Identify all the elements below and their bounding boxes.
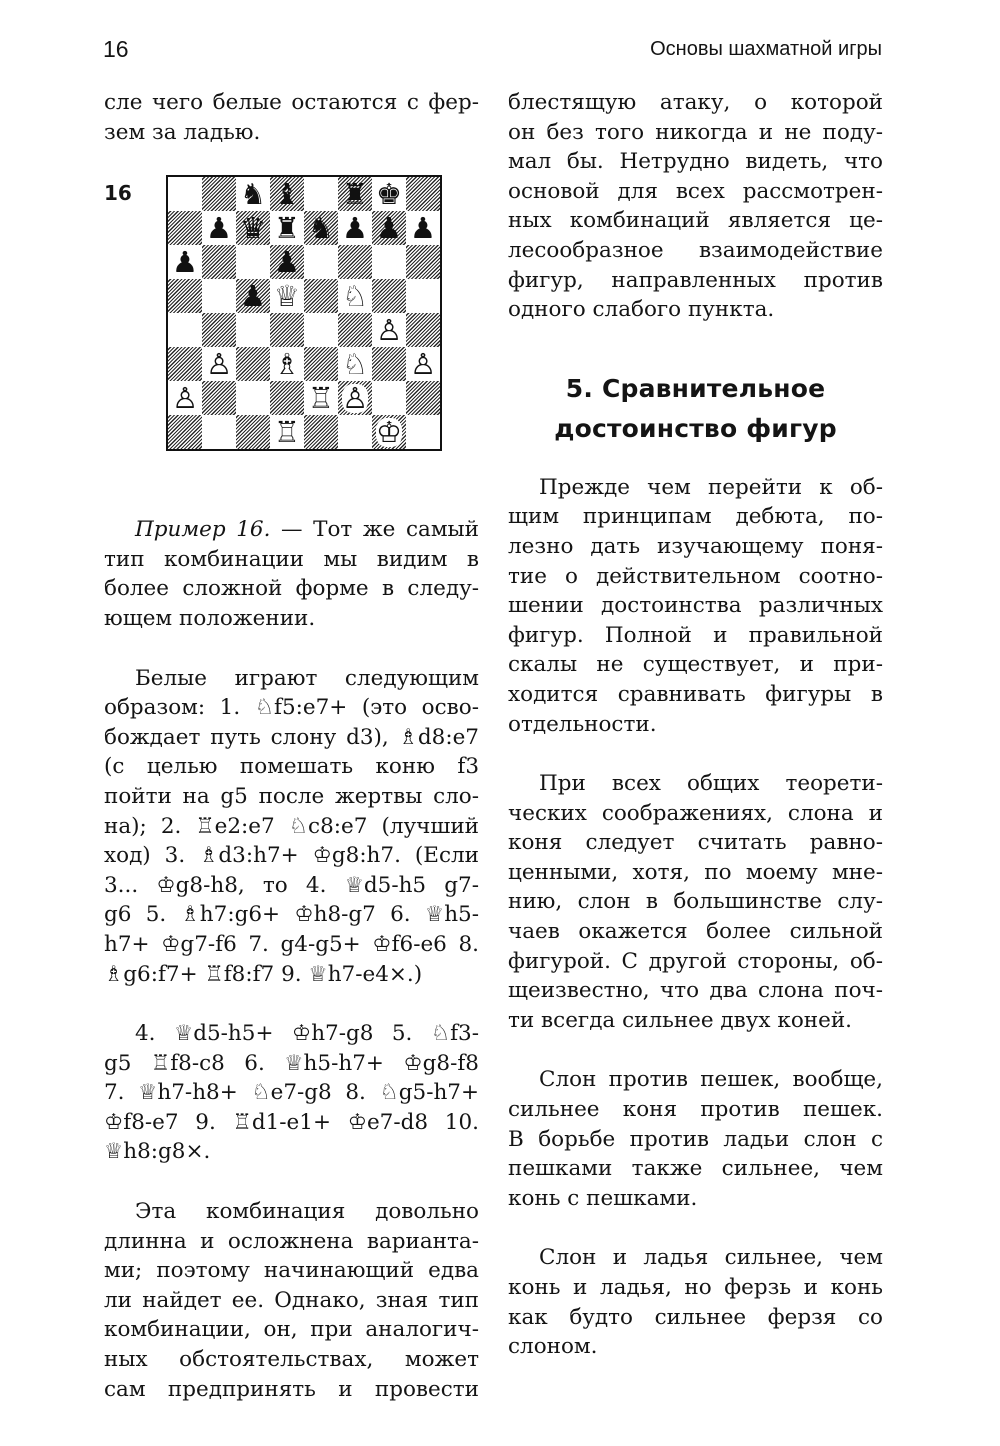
- text-line: ♕h8:g8×.: [104, 1139, 211, 1165]
- text-line: фигур, направленных против: [508, 267, 883, 293]
- text-line: ных комбинаций является це-: [508, 208, 883, 234]
- text-line: фигур. Полной и правильной: [508, 622, 883, 648]
- board-square-b6: [202, 245, 236, 279]
- text-line: одного слабого пункта.: [508, 297, 775, 323]
- black-pawn-icon: ♟: [274, 244, 300, 279]
- text-line: сильнее коня против пешек.: [508, 1097, 883, 1123]
- board-square-f4: [338, 313, 372, 347]
- black-rook-icon: ♜: [342, 176, 368, 211]
- board-square-b1: [202, 415, 236, 449]
- continuation-paragraph: [508, 88, 883, 325]
- text-line: лесообразное взаимодействие: [508, 237, 883, 263]
- text-line: конь и ладья, но ферзь и конь: [508, 1275, 883, 1300]
- board-square-h4: [406, 313, 440, 347]
- text-line: щим принципам дебюта, по-: [508, 504, 883, 530]
- board-square-e7: [304, 211, 338, 245]
- text-line: (с целью помешать коню f3: [104, 754, 479, 780]
- text-line: зем за ладью.: [104, 119, 261, 145]
- black-knight-icon: ♞: [240, 176, 266, 211]
- white-pawn-icon: ♙: [172, 380, 198, 415]
- board-square-a3: [168, 347, 202, 381]
- board-square-d8: [270, 177, 304, 211]
- page-header: [0, 36, 1000, 66]
- board-square-g7: [372, 211, 406, 245]
- text-line: h7+ ♔g7-f6 7. g4-g5+ ♔f6-e6 8.: [104, 931, 479, 957]
- board-square-a1: [168, 415, 202, 449]
- paragraph-2: [508, 769, 883, 1035]
- board-square-d3: [270, 347, 304, 381]
- page-number: 16: [103, 36, 129, 62]
- board-square-f8: [338, 177, 372, 211]
- black-king-icon: ♚: [376, 176, 402, 211]
- board-square-g4: [372, 313, 406, 347]
- white-rook-icon: ♖: [274, 414, 300, 449]
- text-line: ходится сравнивать фигуры в: [508, 681, 883, 707]
- text-line: шении достоинства различных: [508, 593, 883, 619]
- white-queen-icon: ♕: [274, 278, 300, 313]
- board-square-a5: [168, 279, 202, 313]
- board-square-d4: [270, 313, 304, 347]
- board-square-c4: [236, 313, 270, 347]
- board-square-e5: [304, 279, 338, 313]
- board-square-c5: [236, 279, 270, 313]
- text-line: чаев окажется более сильной: [508, 919, 883, 945]
- board-square-c7: [236, 211, 270, 245]
- board-square-e2: [304, 381, 338, 415]
- black-pawn-icon: ♟: [342, 210, 368, 245]
- text-line: пойти на g5 после жертвы сло-: [104, 783, 479, 809]
- board-square-e6: [304, 245, 338, 279]
- black-pawn-icon: ♟: [206, 210, 232, 245]
- board-square-b3: [202, 347, 236, 381]
- board-square-d2: [270, 381, 304, 415]
- board-square-h2: [406, 381, 440, 415]
- paragraph-1: [508, 473, 883, 739]
- board-square-a6: [168, 245, 202, 279]
- text-line: основой для всех рассмотрен-: [508, 178, 883, 204]
- board-square-h3: [406, 347, 440, 381]
- text-line: 3... ♔g8-h8, то 4. ♕d5-h5 g7-: [104, 872, 479, 898]
- final-paragraph: [104, 1197, 479, 1404]
- text-line: ♔f8-e7 9. ♖d1-e1+ ♔e7-d8 10.: [104, 1109, 479, 1135]
- text-line: ющем положении.: [104, 605, 316, 631]
- black-queen-icon: ♛: [240, 210, 266, 245]
- right-column: [508, 88, 883, 1362]
- text-line: тие о действительном соотно-: [508, 563, 883, 589]
- text-line: В борьбе против ладьи слон с: [508, 1126, 883, 1152]
- text-line: как будто сильнее ферзя со: [508, 1304, 883, 1330]
- board-square-b7: [202, 211, 236, 245]
- board-square-h7: [406, 211, 440, 245]
- board-square-c1: [236, 415, 270, 449]
- example-paragraph: [104, 515, 479, 633]
- black-pawn-icon: ♟: [172, 244, 198, 279]
- board-square-h6: [406, 245, 440, 279]
- black-bishop-icon: ♝: [274, 176, 300, 211]
- board-square-d6: [270, 245, 304, 279]
- text-line: Слон и ладья сильнее, чем: [539, 1245, 883, 1271]
- board-square-b2: [202, 381, 236, 415]
- white-pawn-icon: ♙: [410, 346, 436, 381]
- text-line: сле чего белые остаются с фер-: [104, 90, 479, 115]
- paragraph-3: [508, 1065, 883, 1213]
- board-square-d7: [270, 211, 304, 245]
- board-square-h5: [406, 279, 440, 313]
- moves-paragraph-2: [104, 1019, 479, 1167]
- board-square-g8: [372, 177, 406, 211]
- text-line: 4. ♕d5-h5+ ♔h7-g8 5. ♘f3-: [135, 1021, 479, 1047]
- board-square-c8: [236, 177, 270, 211]
- text-line: Слон против пешек, вообще,: [539, 1067, 883, 1093]
- text-line: скалы не существует, и при-: [508, 652, 883, 678]
- board-square-b8: [202, 177, 236, 211]
- board-square-g6: [372, 245, 406, 279]
- text-line: щеизвестно, что два слона поч-: [508, 978, 883, 1004]
- text-line: ценными, хотя, по моему мне-: [508, 859, 883, 885]
- text-line: бождает путь слону d3), ♗d8:e7: [104, 724, 479, 750]
- board-square-g5: [372, 279, 406, 313]
- text-line: отдельности.: [508, 711, 657, 737]
- text-line: ных обстоятельствах, может: [104, 1347, 479, 1373]
- text-line: Эта комбинация довольно: [135, 1199, 479, 1225]
- moves-paragraph-1: [104, 664, 479, 990]
- text-line: фигурой. С другой стороны, об-: [508, 948, 883, 974]
- paragraph-4: [508, 1243, 883, 1361]
- white-rook-icon: ♖: [308, 380, 334, 415]
- text-line: g6 5. ♗h7:g6+ ♔h8-g7 6. ♕h5-: [104, 902, 479, 928]
- text-line: тип комбинации мы видим в: [104, 546, 479, 572]
- diagram-number: 16: [104, 181, 132, 206]
- running-title: Основы шахматной игры: [650, 38, 882, 60]
- black-pawn-icon: ♟: [376, 210, 402, 245]
- white-knight-icon: ♘: [342, 346, 368, 381]
- text-line: длинна и осложнена варианта-: [104, 1228, 479, 1254]
- text-line: ли найдет ее. Однако, зная тип: [104, 1287, 479, 1313]
- board-square-e1: [304, 415, 338, 449]
- chess-diagram: [104, 175, 479, 487]
- text-line: Белые играют следующим: [135, 665, 479, 691]
- text-line: лезно дать изучающему поня-: [508, 533, 883, 559]
- white-pawn-icon: ♙: [376, 312, 402, 347]
- text-line: пешками также сильнее, чем: [508, 1156, 883, 1182]
- board-square-f1: [338, 415, 372, 449]
- text-line: образом: 1. ♘f5:e7+ (это осво-: [104, 695, 479, 721]
- text-line: более сложной форме в следу-: [104, 576, 479, 602]
- white-king-icon: ♔: [376, 414, 402, 449]
- board-square-g3: [372, 347, 406, 381]
- white-bishop-icon: ♗: [274, 346, 300, 381]
- example-text: — Тот же самый: [281, 517, 479, 543]
- text-line: ♗g6:f7+ ♖f8:f7 9. ♕h7-e4×.): [104, 961, 423, 987]
- board-square-e4: [304, 313, 338, 347]
- section-heading: [508, 369, 883, 449]
- white-pawn-icon: ♙: [342, 380, 368, 415]
- board-square-d1: [270, 415, 304, 449]
- text-line: ти всегда сильнее двух коней.: [508, 1007, 852, 1033]
- text-line: мал бы. Нетрудно видеть, что: [508, 149, 883, 175]
- board-square-a4: [168, 313, 202, 347]
- heading-line: достоинство фигур: [554, 413, 837, 443]
- text-line: ход) 3. ♗d3:h7+ ♔g8:h7. (Если: [104, 843, 479, 869]
- board-square-g2: [372, 381, 406, 415]
- example-label: Пример 16.: [135, 517, 271, 543]
- board-square-b4: [202, 313, 236, 347]
- board-square-h8: [406, 177, 440, 211]
- text-line: Прежде чем перейти к об-: [539, 474, 883, 500]
- board-square-c3: [236, 347, 270, 381]
- text-line: слоном.: [508, 1334, 598, 1360]
- board-square-f7: [338, 211, 372, 245]
- board-square-h1: [406, 415, 440, 449]
- text-line: 7. ♕h7-h8+ ♘e7-g8 8. ♘g5-h7+: [104, 1080, 479, 1106]
- board-square-g1: [372, 415, 406, 449]
- text-line: ческих соображениях, слона и: [508, 800, 883, 826]
- board-square-b5: [202, 279, 236, 313]
- board-square-e8: [304, 177, 338, 211]
- text-line: блестящую атаку, о которой: [508, 90, 883, 115]
- text-line: сам предпринять и провести: [104, 1376, 479, 1402]
- black-knight-icon: ♞: [308, 210, 334, 245]
- text-line: [104, 515, 479, 545]
- chess-board: [166, 175, 442, 451]
- white-pawn-icon: ♙: [206, 346, 232, 381]
- board-square-f5: [338, 279, 372, 313]
- text-line: конь с пешками.: [508, 1185, 698, 1211]
- text-line: g5 ♖f8-c8 6. ♕h5-h7+ ♔g8-f8: [104, 1050, 479, 1076]
- board-square-c2: [236, 381, 270, 415]
- text-line: При всех общих теорети-: [539, 771, 883, 797]
- black-rook-icon: ♜: [274, 210, 300, 245]
- board-square-f3: [338, 347, 372, 381]
- board-square-c6: [236, 245, 270, 279]
- black-pawn-icon: ♟: [410, 210, 436, 245]
- text-line: нию, слон в большинстве слу-: [508, 889, 883, 915]
- left-column: [104, 88, 479, 1404]
- board-square-a7: [168, 211, 202, 245]
- board-square-e3: [304, 347, 338, 381]
- board-square-a8: [168, 177, 202, 211]
- board-square-f2: [338, 381, 372, 415]
- board-square-f6: [338, 245, 372, 279]
- text-line: ми; поэтому начинающий едва: [104, 1258, 479, 1284]
- text-line: на); 2. ♖e2:e7 ♘c8:e7 (лучший: [104, 813, 479, 839]
- text-line: коня следует считать равно-: [508, 830, 883, 856]
- text-line: он без того никогда и не поду-: [508, 119, 883, 145]
- text-line: комбинации, он, при аналогич-: [104, 1317, 479, 1343]
- white-knight-icon: ♘: [342, 278, 368, 313]
- board-square-a2: [168, 381, 202, 415]
- heading-line: 5. Сравнительное: [565, 373, 826, 403]
- black-pawn-icon: ♟: [240, 278, 266, 313]
- board-square-d5: [270, 279, 304, 313]
- intro-paragraph: [104, 88, 479, 147]
